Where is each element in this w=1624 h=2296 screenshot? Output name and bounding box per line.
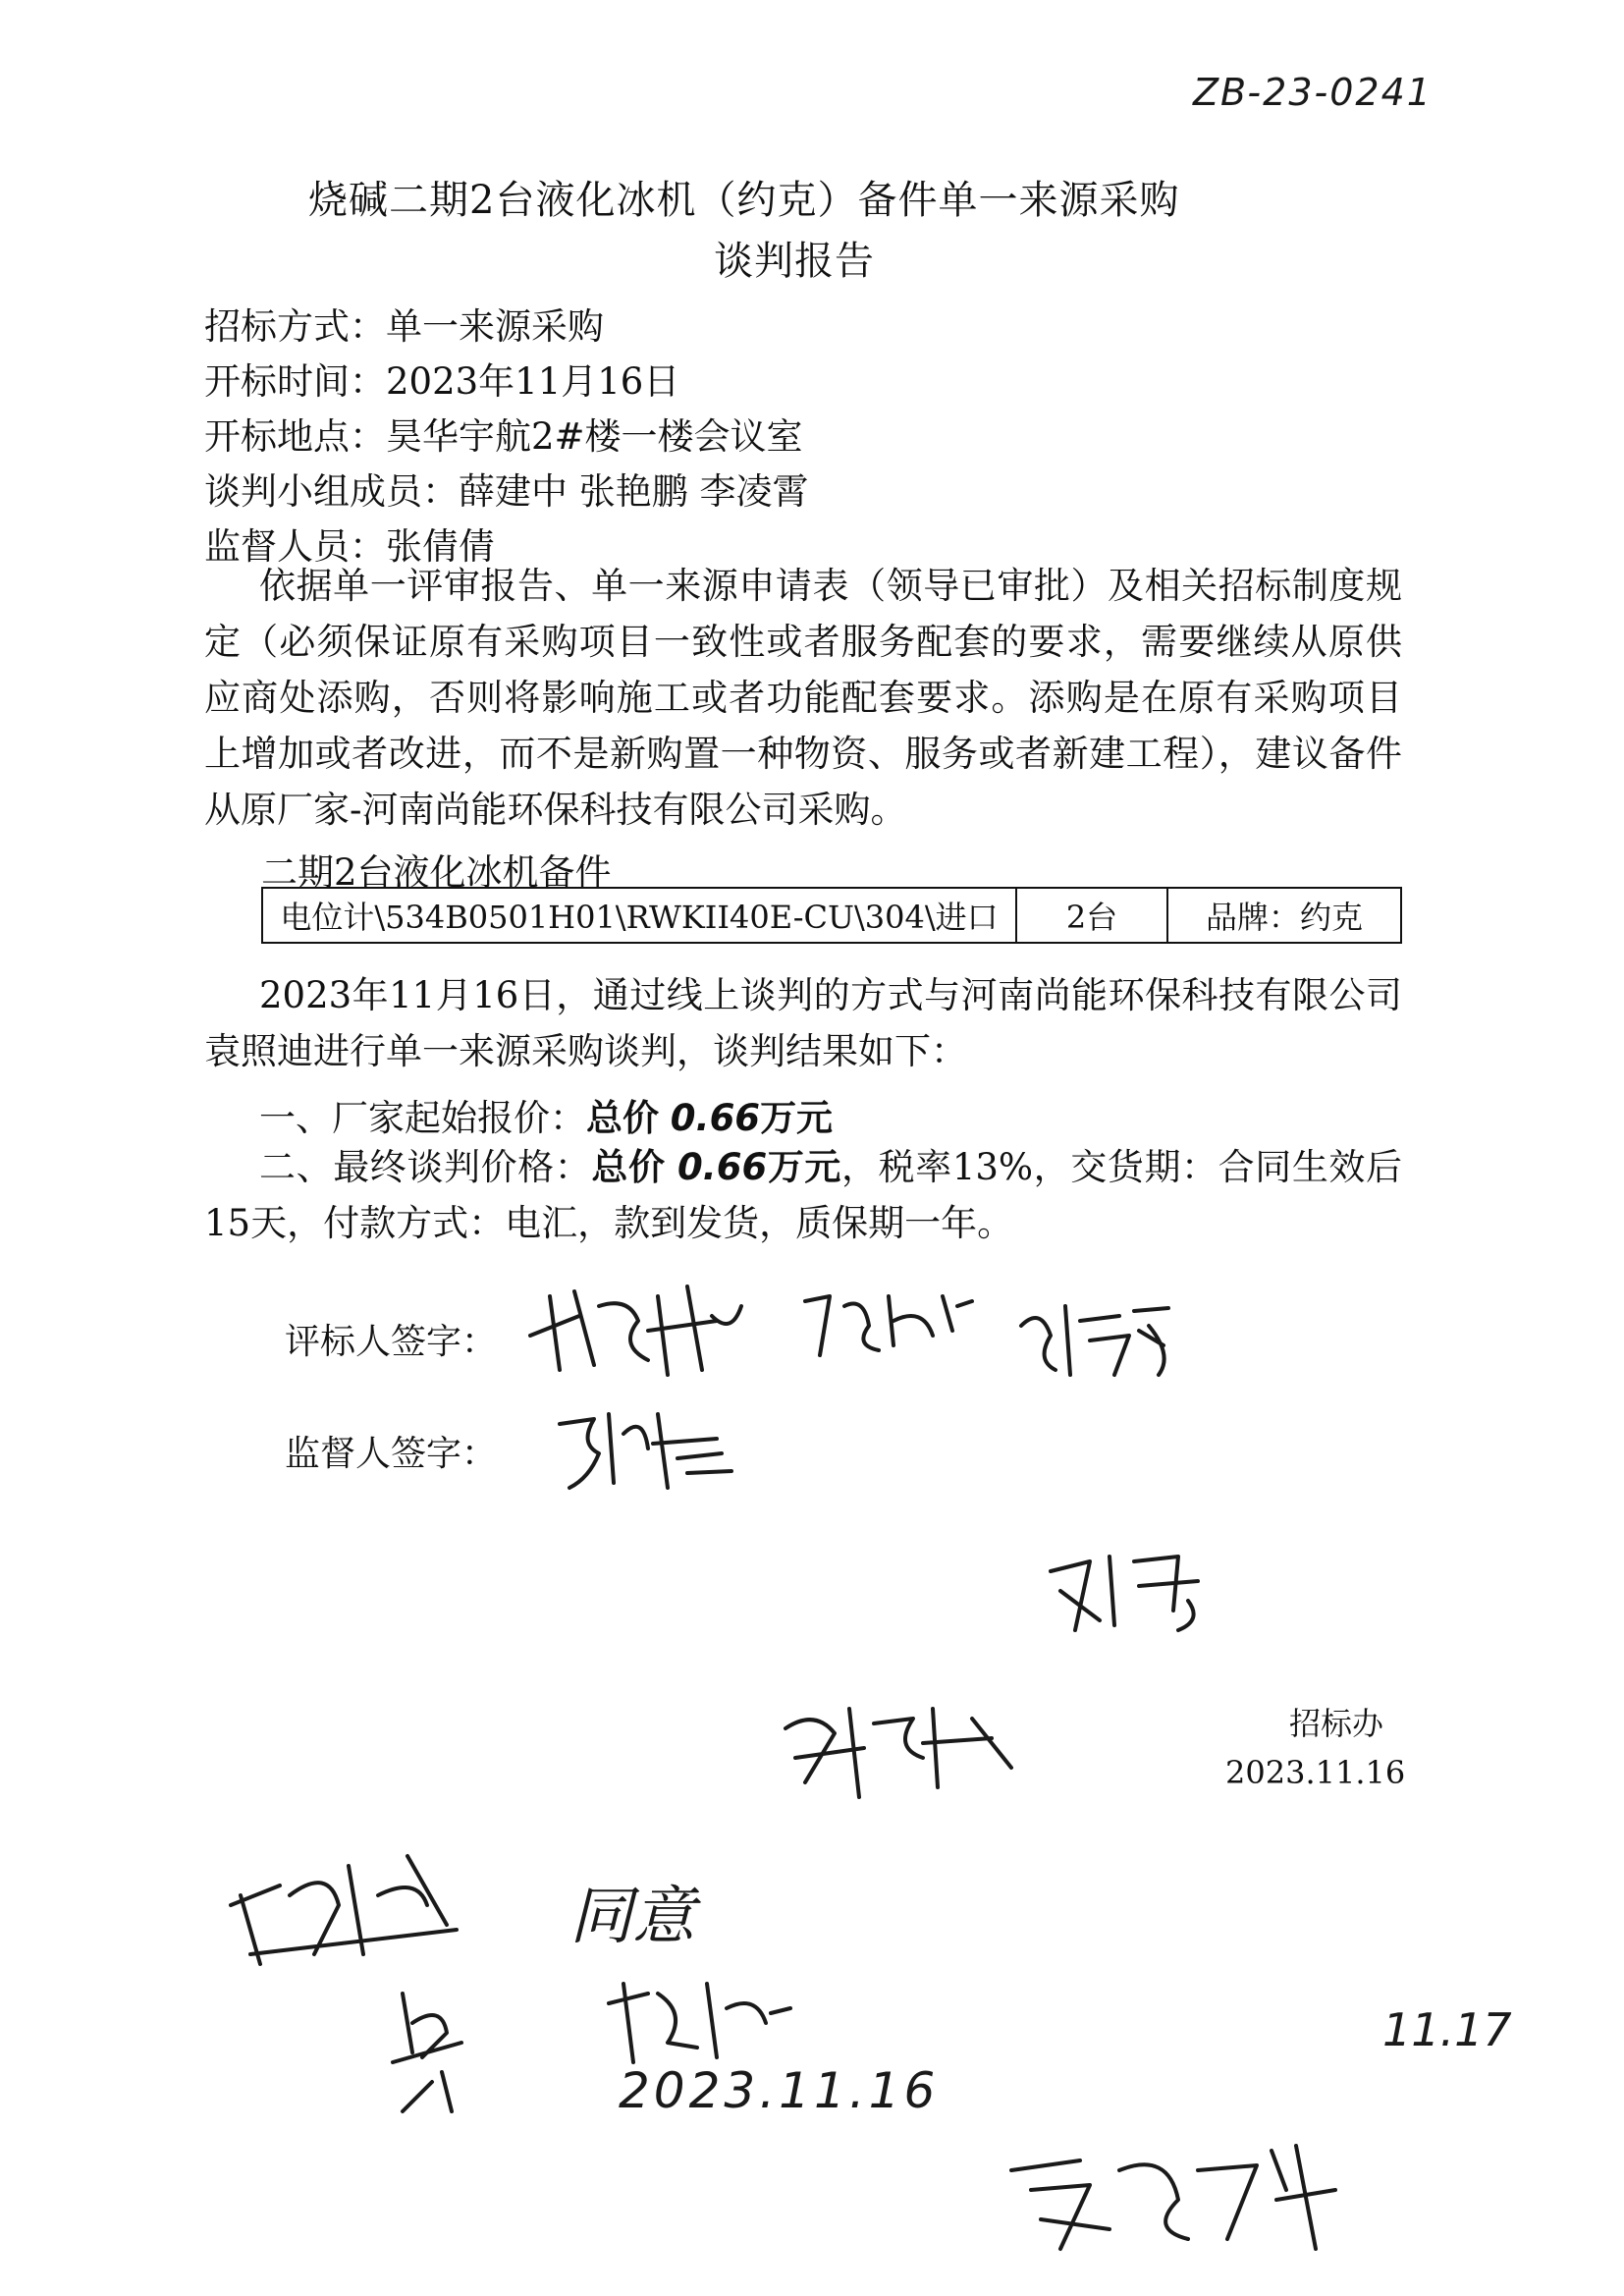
- result1-price-unit: 万元: [760, 1096, 834, 1139]
- result2-label: 二、最终谈判价格：: [259, 1146, 592, 1188]
- approver-signature-3: [221, 1836, 476, 1984]
- items-table: [261, 887, 1402, 944]
- item-brand: 品牌：约克: [1167, 888, 1401, 943]
- reference-number: ZB-23-0241: [1193, 71, 1433, 114]
- result2-price-value: 0.66: [677, 1146, 768, 1188]
- approver-signature-4: [373, 1974, 511, 2121]
- handwritten-date-right: 11.17: [1382, 2003, 1512, 2056]
- result1-price-value: 0.66: [670, 1097, 761, 1139]
- office-name: 招标办: [1289, 1705, 1384, 1742]
- basis-paragraph: 依据单一评审报告、单一来源申请表（领导已审批）及相关招标制度规定（必须保证原有采购项目一致性或者服务配套的要求，需要继续从原供应商处添购，否则将影响施工或者功能配套要求。添购是在原有采购项目上增加或者改进，而不是新购置一种物资、服务或者新建工程），建议备件从原厂家-河南尚能环保科技有限公司采购。: [204, 565, 1402, 831]
- approver-signature-2: [776, 1689, 1031, 1807]
- supervisor-signature: [550, 1394, 746, 1503]
- document-subtitle: 谈判报告: [714, 239, 875, 284]
- result-final-price: [204, 1139, 1402, 1251]
- negotiation-paragraph: 2023年11月16日，通过线上谈判的方式与河南尚能环保科技有限公司袁照迪进行单一来源采购谈判，谈判结果如下：: [204, 974, 1402, 1072]
- document-title: 烧碱二期2台液化冰机（约克）备件单一来源采购: [308, 178, 1180, 223]
- result2-tail: ，税率13%，交货期：合同生效后15天，付款方式：电汇，款到发货，质保期一年。: [204, 1146, 1403, 1244]
- evaluator-signature-2: [795, 1277, 982, 1365]
- result1-price-label: 总价: [586, 1096, 659, 1139]
- evaluator-signature-3: [1011, 1286, 1178, 1385]
- field-team: 谈判小组成员：薛建中 张艳鹏 李凌霄: [204, 470, 809, 513]
- office-date: 2023.11.16: [1225, 1754, 1406, 1791]
- approval-signature: [599, 1964, 795, 2072]
- result1-label: 一、厂家起始报价：: [259, 1097, 586, 1139]
- items-heading: 二期2台液化冰机备件: [261, 851, 612, 894]
- result-initial-quote: [259, 1088, 833, 1141]
- result2-price-unit: 万元: [767, 1145, 842, 1188]
- approval-date: 2023.11.16: [619, 2062, 940, 2119]
- approver-signature-1: [1041, 1532, 1208, 1640]
- evaluator-signature-1: [520, 1277, 756, 1385]
- field-method: 招标方式：单一来源采购: [204, 305, 604, 348]
- table-row: [262, 888, 1401, 943]
- item-name: 电位计\534B0501H01\RWKII40E-CU\304\进口: [262, 888, 1016, 943]
- field-place: 开标地点：昊华宇航2#楼一楼会议室: [204, 415, 803, 458]
- result2-price-label: 总价: [591, 1145, 666, 1188]
- evaluator-signature-label: 评标人签字：: [285, 1322, 498, 1362]
- field-supervisor: 监督人员：张倩倩: [204, 525, 495, 568]
- field-time: 开标时间：2023年11月16日: [204, 360, 680, 403]
- approver-signature-5: [1001, 2131, 1345, 2269]
- supervisor-signature-label: 监督人签字：: [285, 1434, 498, 1474]
- item-qty: 2台: [1016, 888, 1167, 943]
- approval-text: 同意: [569, 1881, 695, 1953]
